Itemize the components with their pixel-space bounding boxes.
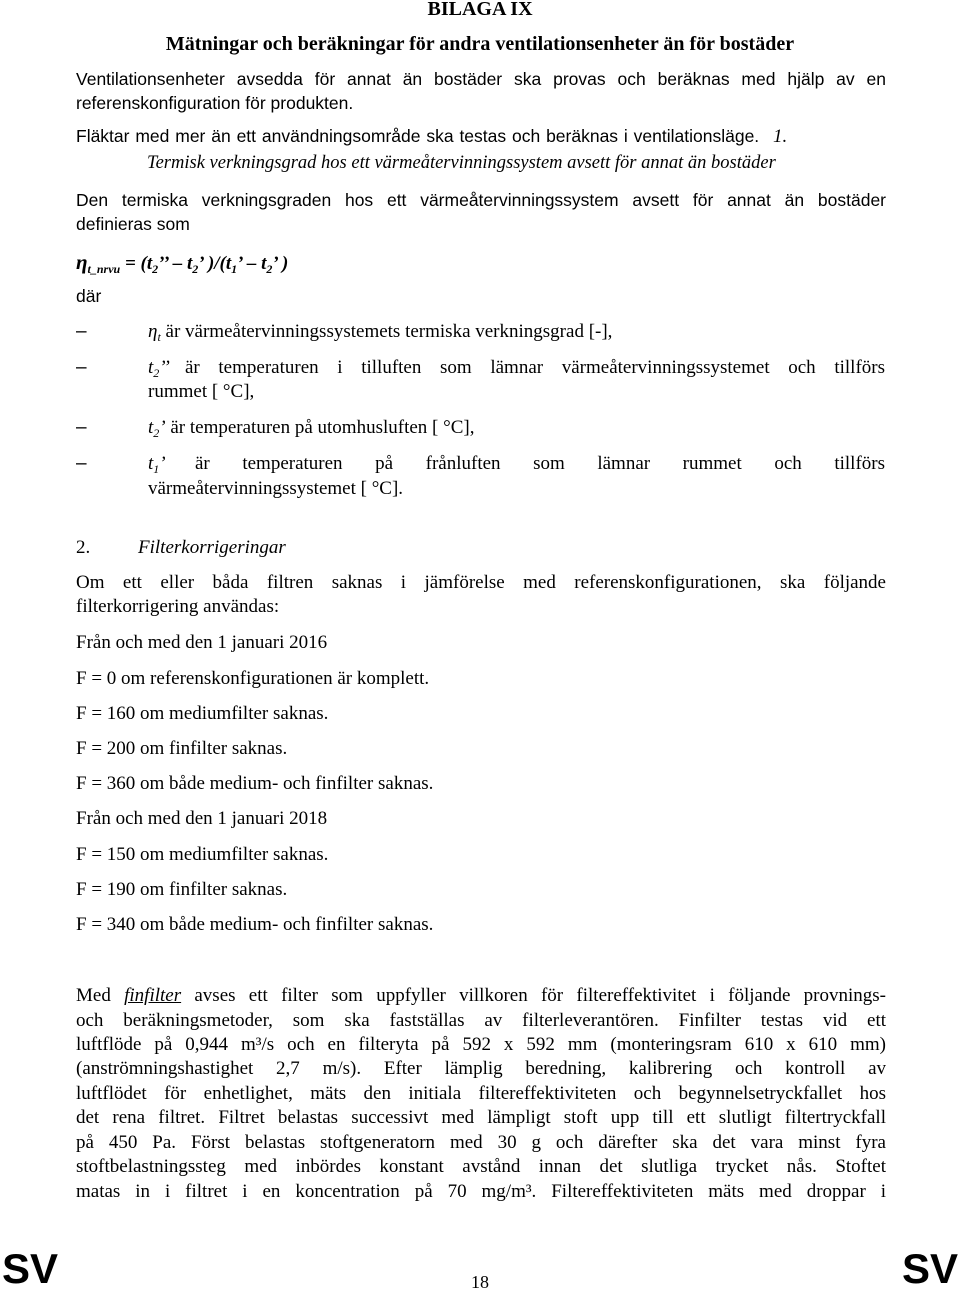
section1-text-line-1: Den termiska verkningsgraden hos ett värmeåtervinningssystem avsett för annat än bostäder	[76, 190, 886, 210]
definition-item: $t_2$’’ är temperaturen i tilluften som lämnar värmeåtervinningssystemet och tillförs	[148, 357, 885, 380]
list-bullet: –	[76, 453, 87, 474]
filter-correction-line: F = 200 om finfilter saknas.	[76, 738, 288, 759]
definition-item: $t_1$’ är temperaturen på frånluften som lämnar rummet och tillförs	[148, 453, 885, 476]
finfilter-paragraph-line: Med finfilter avses ett filter som uppfyller villkoren för filtereffektivitet i följande provnings-	[76, 985, 886, 1006]
filter-correction-line: F = 360 om både medium- och finfilter saknas.	[76, 773, 434, 794]
finfilter-paragraph-line: luftflöde på 0,944 m³/s och en filteryta på 592 x 592 mm (monteringsram 610 x 610 mm)	[76, 1034, 886, 1055]
finfilter-paragraph-line: och beräkningsmetoder, som ska fastställas av filterleverantören. Finfilter testas vid ett	[76, 1010, 886, 1031]
period-heading-2018: Från och med den 1 januari 2018	[76, 808, 328, 829]
filter-correction-line: F = 190 om finfilter saknas.	[76, 879, 288, 900]
finfilter-paragraph-line: (anströmningshastighet 2,7 m/s). Efter lämplig beredning, kalibrering och kontroll av	[76, 1058, 886, 1079]
list-bullet: –	[76, 357, 87, 378]
filter-correction-line: F = 160 om mediumfilter saknas.	[76, 703, 329, 724]
annex-subtitle: Mätningar och beräkningar för andra ventilationsenheter än för bostäder	[165, 33, 795, 55]
definition-item-continuation: värmeåtervinningssystemet [ °C].	[148, 478, 404, 499]
list-bullet: –	[76, 321, 87, 342]
where-label: där	[76, 286, 102, 306]
intro-line-3: Fläktar med mer än ett användningsområde ska testas och beräknas i ventilationsläge. 1.	[76, 126, 788, 147]
list-bullet: –	[76, 417, 87, 438]
filter-correction-line: F = 150 om mediumfilter saknas.	[76, 844, 329, 865]
definition-item: $t_2$’ är temperaturen på utomhusluften [ °C],	[148, 417, 475, 440]
finfilter-paragraph-line: på 450 Pa. Först belastas stoftgeneratorn med 30 g och därefter ska det vara minst fyra	[76, 1132, 886, 1153]
section2-heading: Filterkorrigeringar	[138, 537, 286, 558]
language-code-right: SV	[901, 1245, 958, 1292]
section2-text-line-2: filterkorrigering användas:	[76, 596, 280, 617]
period-heading-2016: Från och med den 1 januari 2016	[76, 632, 328, 653]
finfilter-term: finfilter	[124, 985, 182, 1006]
intro-line-2: referenskonfiguration för produkten.	[76, 93, 354, 113]
filter-correction-line: F = 340 om både medium- och finfilter saknas.	[76, 914, 434, 935]
efficiency-formula: $\eta_{t\_nrvu} = (t_2$’’ – $t_2$’ )$/(t_1$’ – $t_2$’ )	[76, 250, 289, 276]
finfilter-paragraph-line: det rena filtret. Filtret belastas successivt med lämpligt stoft upp till ett slutligt filtertryckfall	[76, 1107, 886, 1128]
section2-text-line-1: Om ett eller båda filtren saknas i jämförelse med referenskonfigurationen, ska följande	[76, 572, 886, 593]
section2-number: 2.	[76, 537, 91, 558]
section1-heading: Termisk verkningsgrad hos ett värmeåtervinningssystem avsett för annat än bostäder	[147, 153, 776, 173]
language-code-left: SV	[2, 1245, 59, 1292]
section1-text-line-2: definieras som	[76, 214, 190, 234]
filter-correction-line: F = 0 om referenskonfigurationen är komplett.	[76, 668, 430, 689]
finfilter-paragraph-line: stoftbelastningssteg med inbördes konstant avstånd innan det slutliga trycket nås. Stoftet	[76, 1156, 886, 1177]
finfilter-paragraph-line: matas in i filtret i en koncentration på 70 mg/m³. Filtereffektiviteten mäts med droppar i	[76, 1181, 886, 1202]
definition-item: $\eta_t$ är värmeåtervinningssystemets termiska verkningsgrad [-],	[148, 321, 613, 344]
definition-item-continuation: rummet [ °C],	[148, 381, 255, 402]
finfilter-paragraph-line: luftflödet för enhetlighet, mäts den initiala filtereffektiviteten och begynnelsetryckfallet hos	[76, 1083, 886, 1104]
page-number: 18	[471, 1272, 489, 1292]
annex-title: BILAGA IX	[427, 0, 533, 20]
section1-number: 1.	[773, 126, 788, 147]
intro-line-1: Ventilationsenheter avsedda för annat än bostäder ska provas och beräknas med hjälp av en	[76, 69, 886, 89]
